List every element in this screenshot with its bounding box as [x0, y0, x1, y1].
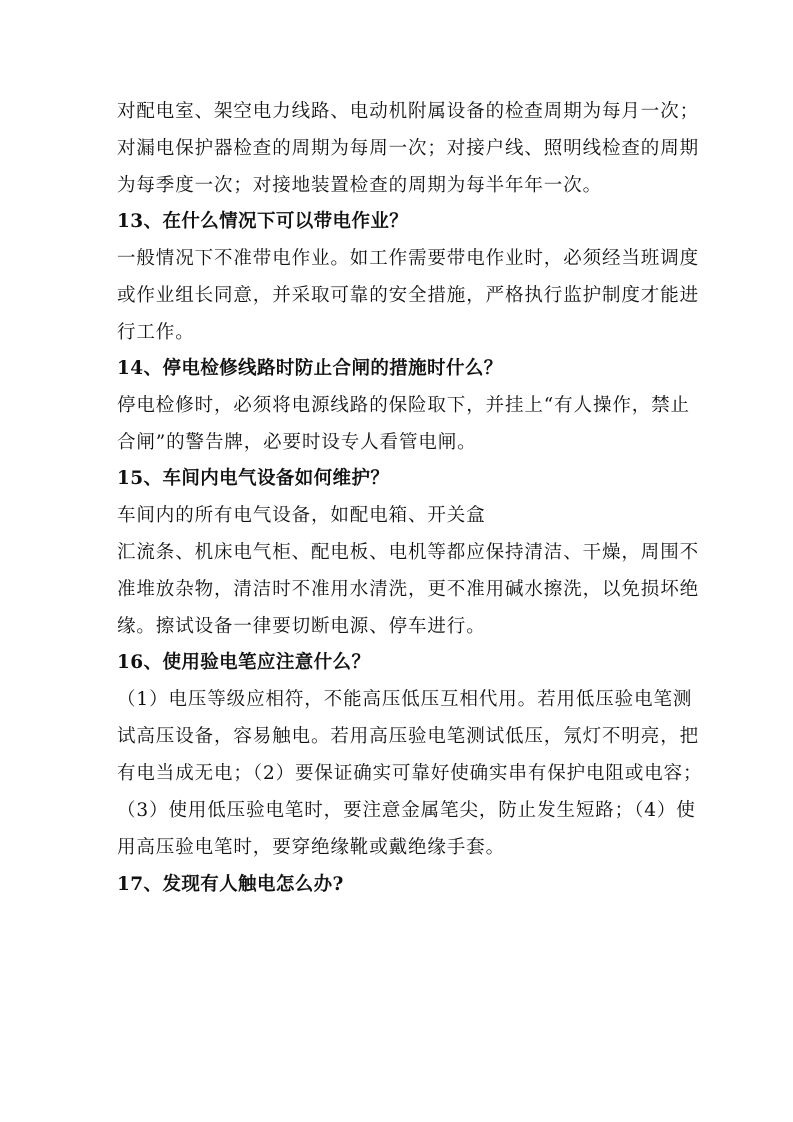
- section-heading-17: 17、发现有人触电怎么办?: [117, 874, 344, 895]
- paragraph-line: 汇流条、机床电气柜、配电板、电机等都应保持清洁、干燥，周围不: [117, 542, 700, 563]
- paragraph-line: 行工作。: [117, 322, 195, 343]
- paragraph-line: 准堆放杂物，清洁时不准用水清洗，更不准用碱水擦洗，以免损坏绝: [117, 579, 700, 600]
- paragraph-line: 对漏电保护器检查的周期为每周一次；对接户线、照明线检查的周期: [117, 138, 700, 159]
- paragraph-line: 为每季度一次；对接地装置检查的周期为每半年年一次。: [117, 175, 603, 196]
- paragraph-line: （1）电压等级应相符，不能高压低压互相代用。若用低压验电笔测: [117, 689, 693, 710]
- paragraph-line: 试高压设备，容易触电。若用高压验电笔测试低压，氖灯不明亮，把: [117, 726, 700, 747]
- paragraph-line: 用高压验电笔时，要穿绝缘靴或戴绝缘手套。: [117, 837, 506, 858]
- paragraph-line: 停电检修时，必须将电源线路的保险取下，并挂上“有人操作，禁止: [117, 395, 690, 416]
- paragraph-line: 车间内的所有电气设备，如配电箱、开关盒: [117, 505, 486, 526]
- paragraph-line: 缘。擦试设备一律要切断电源、停车进行。: [117, 616, 486, 637]
- paragraph-line: （3）使用低压验电笔时，要注意金属笔尖，防止发生短路；（4）使: [117, 800, 696, 821]
- section-heading-14: 14、停电检修线路时防止合闸的措施时什么？: [117, 358, 503, 379]
- paragraph-line: 或作业组长同意，并采取可靠的安全措施，严格执行监护制度才能进: [117, 285, 700, 306]
- paragraph-line: 一般情况下不准带电作业。如工作需要带电作业时，必须经当班调度: [117, 248, 700, 269]
- paragraph-line: 合闸”的警告牌，必要时设专人看管电闸。: [117, 432, 477, 453]
- section-heading-15: 15、车间内电气设备如何维护？: [117, 468, 390, 489]
- section-heading-16: 16、使用验电笔应注意什么？: [117, 652, 371, 673]
- paragraph-line: 对配电室、架空电力线路、电动机附属设备的检查周期为每月一次；: [117, 101, 700, 122]
- section-heading-13: 13、在什么情况下可以带电作业？: [117, 211, 409, 232]
- paragraph-line: 有电当成无电；（2）要保证确实可靠好使确实串有保护电阻或电容；: [117, 763, 703, 784]
